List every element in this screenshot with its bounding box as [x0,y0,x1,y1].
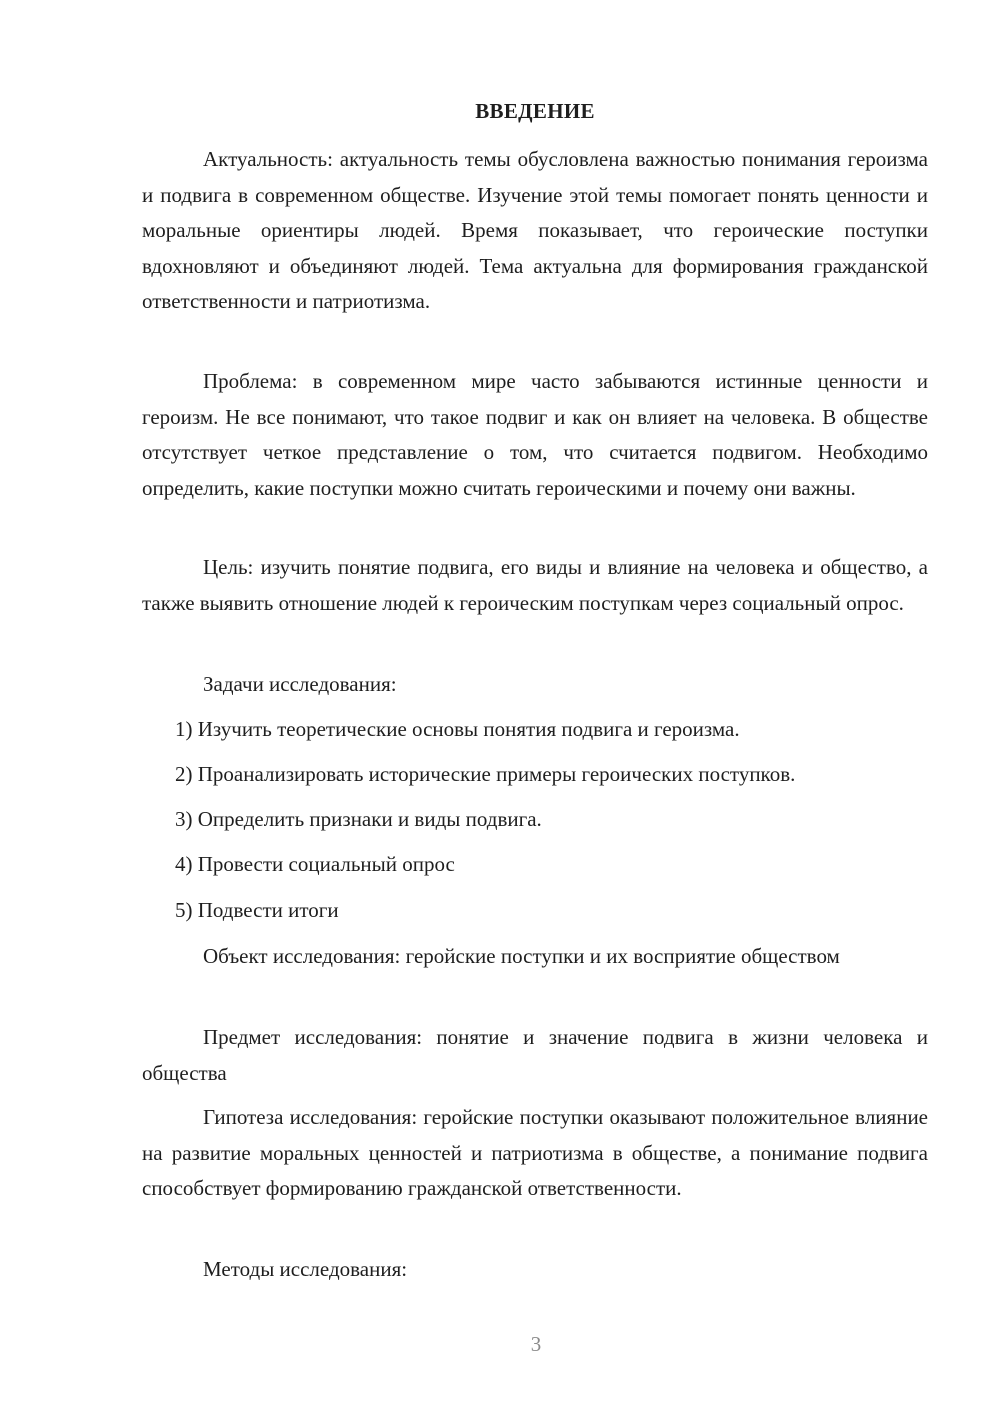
methods-label: Методы исследования: [203,1257,408,1281]
hypothesis-paragraph: Гипотеза исследования: геройские поступки оказывают положительное влияние на развитие моральных ценностей и патриотизма в обществе, а понимание подвига способствует формированию гражданской ответственности. [142,1105,928,1200]
task-item-2: 2) Проанализировать исторические примеры героических поступков. [175,762,796,786]
task-item-5: 5) Подвести итоги [175,898,339,922]
subject-paragraph: Предмет исследования: понятие и значение подвига в жизни человека и общества [142,1025,928,1085]
task-item-1: 1) Изучить теоретические основы понятия подвига и героизма. [175,717,740,741]
goal-paragraph: Цель: изучить понятие подвига, его виды и влияние на человека и общество, а также выявить отношение людей к героическим поступкам через социальный опрос. [142,555,928,615]
task-item-3: 3) Определить признаки и виды подвига. [175,807,542,831]
tasks-label: Задачи исследования: [203,672,397,696]
task-item-4: 4) Провести социальный опрос [175,852,455,876]
page-number: 3 [530,1332,542,1356]
object-paragraph: Объект исследования: геройские поступки и их восприятие обществом [203,944,840,968]
relevance-paragraph: Актуальность: актуальность темы обусловлена важностью понимания героизма и подвига в современном обществе. Изучение этой темы помогает понять ценности и моральные ориентиры людей. Время показывает, что героические поступки вдохновляют и объединяют людей. Тема актуальна для формирования гражданской ответственности и патриотизма. [142,147,928,313]
section-heading: ВВЕДЕНИЕ [475,99,595,123]
problem-paragraph: Проблема: в современном мире часто забываются истинные ценности и героизм. Не все понимают, что такое подвиг и как он влияет на человека. В обществе отсутствует четкое представление о том, что считается подвигом. Необходимо определить, какие поступки можно считать героическими и почему они важны. [142,369,928,500]
